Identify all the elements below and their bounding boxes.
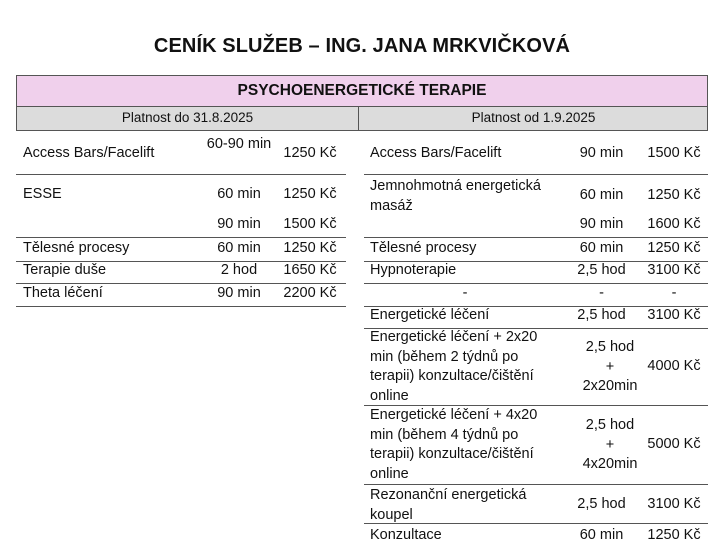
service-duration: 2 hod — [220, 262, 258, 278]
table-row — [364, 527, 708, 551]
service-price: 2200 Kč — [283, 285, 337, 301]
service-duration: 60 min — [579, 527, 624, 543]
table-row — [16, 285, 346, 307]
service-price: 1250 Kč — [283, 145, 337, 161]
service-price: 1600 Kč — [647, 216, 701, 232]
service-duration: 90 min — [217, 285, 261, 301]
table-row — [16, 186, 346, 210]
service-name: Access Bars/Facelift — [23, 145, 155, 161]
page-title: CENÍK SLUŽEB – ING. JANA MRKVIČKOVÁ — [153, 35, 571, 57]
service-price: 3100 Kč — [647, 496, 701, 512]
category-banner: PSYCHOENERGETICKÉ TERAPIE — [16, 75, 708, 107]
service-name: Energetické léčení — [370, 307, 490, 323]
table-row — [16, 133, 346, 175]
service-name: Konzultace — [370, 527, 442, 543]
service-name: Tělesné procesy — [370, 240, 477, 256]
validity-old-label: Platnost do 31.8.2025 — [17, 107, 359, 130]
service-duration: 2,5 hod — [577, 496, 626, 512]
table-row — [364, 216, 708, 238]
service-price: 5000 Kč — [647, 436, 701, 452]
service-name: - — [462, 285, 468, 301]
service-duration: - — [599, 285, 604, 301]
service-duration: 90 min — [579, 145, 624, 161]
service-name: Theta léčení — [23, 285, 103, 301]
service-name: Jemnohmotná energetická masáž — [370, 178, 541, 214]
service-duration: 2,5 hod — [577, 262, 626, 278]
service-price: 3100 Kč — [647, 307, 701, 323]
service-name: Rezonanční energetická koupel — [370, 487, 527, 523]
service-price: 4000 Kč — [647, 358, 701, 374]
table-row — [364, 406, 708, 485]
table-row — [364, 133, 708, 175]
table-row — [364, 262, 708, 284]
table-row — [364, 177, 708, 215]
service-duration: 2,5 hod — [577, 307, 626, 323]
service-name: ESSE — [23, 186, 62, 202]
service-price: 1250 Kč — [283, 186, 337, 202]
service-duration: 90 min — [217, 216, 261, 232]
service-duration: 90 min — [579, 216, 624, 232]
table-row — [364, 307, 708, 329]
service-duration: 60 min — [217, 240, 261, 256]
service-duration: 2,5 hod + 2x20min — [582, 339, 638, 394]
service-name: Access Bars/Facelift — [370, 145, 502, 161]
service-price: 1500 Kč — [647, 145, 701, 161]
service-duration: 60-90 min — [206, 136, 272, 152]
service-name: Hypnoterapie — [370, 262, 457, 278]
service-price: 1250 Kč — [283, 240, 337, 256]
service-price: 1250 Kč — [647, 240, 701, 256]
service-price: - — [671, 285, 677, 301]
service-duration: 60 min — [217, 186, 261, 202]
service-name: Energetické léčení + 4x20 min (během 4 týdnů po terapii) konzultace/čištění online — [370, 407, 538, 482]
validity-new-label: Platnost od 1.9.2025 — [471, 110, 596, 125]
service-price: 1500 Kč — [283, 216, 337, 232]
table-row — [364, 285, 708, 307]
table-row — [16, 240, 346, 262]
service-duration: 60 min — [579, 187, 624, 203]
service-price: 1250 Kč — [647, 527, 701, 543]
table-row — [364, 328, 708, 406]
service-duration: 2,5 hod + 4x20min — [582, 417, 638, 472]
table-row — [16, 262, 346, 284]
service-price: 1250 Kč — [647, 187, 701, 203]
service-duration: 60 min — [579, 240, 624, 256]
service-name: Energetické léčení + 2x20 min (během 2 týdnů po terapii) konzultace/čištění online — [370, 329, 538, 404]
service-name: Terapie duše — [23, 262, 107, 278]
table-row — [16, 216, 346, 238]
table-row — [364, 486, 708, 524]
table-row — [364, 240, 708, 262]
validity-header — [16, 107, 708, 131]
service-price: 1650 Kč — [283, 262, 337, 278]
service-name: Tělesné procesy — [23, 240, 130, 256]
service-price: 3100 Kč — [647, 262, 701, 278]
